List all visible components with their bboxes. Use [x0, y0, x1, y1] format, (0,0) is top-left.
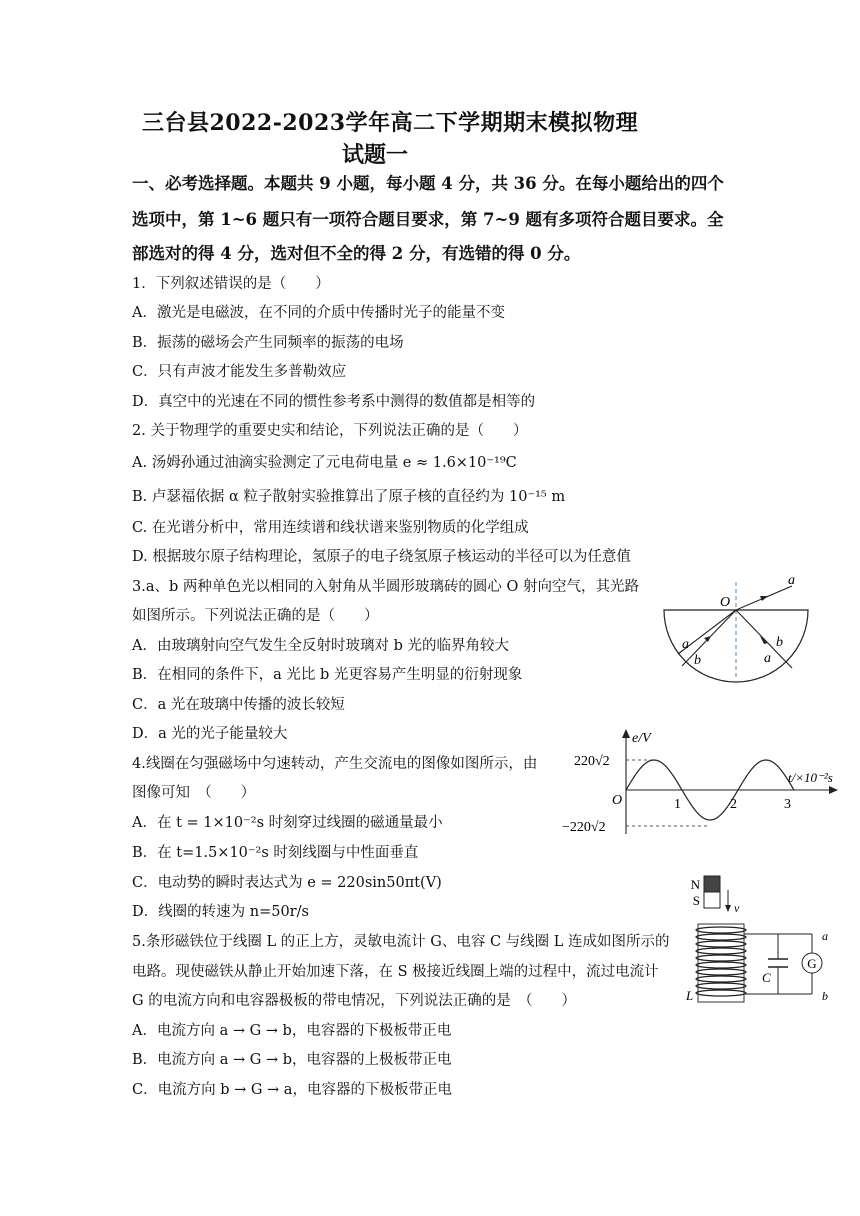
q5-stem-line3: G 的电流方向和电容器极板的带电情况，下列说法正确的是 （ ）: [132, 993, 576, 1009]
q5-stem-line1: 5.条形磁铁位于线圈 L 的正上方，灵敏电流计 G、电容 C 与线圈 L 连成如图所示的: [132, 934, 670, 950]
q4-stem-line1: 4.线圈在匀强磁场中匀速转动，产生交流电的图像如图所示，由: [132, 756, 538, 772]
q1-option-a: A．激光是电磁波，在不同的介质中传播时光子的能量不变: [132, 305, 505, 321]
coil-turn: [696, 976, 746, 982]
label-a-out: a: [788, 573, 795, 588]
coil-windings: [696, 927, 746, 996]
label-s: S: [692, 893, 700, 908]
ray-reflect-arrow: [760, 636, 768, 644]
label-b: b: [822, 989, 828, 1003]
q3-option-d: D．a 光的光子能量较大: [132, 726, 288, 742]
label-v: v: [734, 901, 740, 915]
q4-ac-graph: [560, 726, 850, 838]
q2-option-d: D. 根据玻尔原子结构理论，氢原子的电子绕氢原子核运动的半径可以为任意值: [132, 549, 631, 565]
label-a-in: a: [682, 637, 689, 652]
q4-option-c: C．电动势的瞬时表达式为 e = 220sin50πt(V): [132, 875, 442, 891]
q5-option-a: A．电流方向 a → G → b，电容器的下极板带正电: [132, 1023, 452, 1039]
q1-option-b: B．振荡的磁场会产生同频率的振荡的电场: [132, 335, 404, 351]
q2-option-c: C. 在光谱分析中，常用连续谱和线状谱来鉴别物质的化学组成: [132, 520, 529, 536]
section-instruction-line3: 部选对的得 4 分，选对但不全的得 2 分，有选错的得 0 分。: [132, 244, 581, 263]
q2-stem: 2. 关于物理学的重要史实和结论，下列说法正确的是（ ）: [132, 423, 528, 439]
y-axis-arrow: [622, 729, 630, 738]
q3-option-c: C．a 光在玻璃中传播的波长较短: [132, 697, 345, 713]
velocity-arrowhead: [725, 905, 731, 912]
q3-stem-line1: 3.a、b 两种单色光以相同的入射角从半圆形玻璃砖的圆心 O 射向空气，其光路: [132, 579, 639, 595]
coil-turn: [696, 983, 746, 989]
max-label: 220√2: [574, 754, 610, 769]
q4-option-a: A．在 t = 1×10⁻²s 时刻穿过线圈的磁通量最小: [132, 815, 443, 831]
coil-turn: [696, 955, 746, 961]
label-a: a: [822, 929, 828, 943]
label-l: L: [686, 988, 694, 1003]
coil-turn: [696, 969, 746, 975]
label-g: G: [807, 956, 817, 971]
q4-option-b: B．在 t=1.5×10⁻²s 时刻线圈与中性面垂直: [132, 845, 419, 861]
q2-option-a: A. 汤姆孙通过油滴实验测定了元电荷电量 e ≈ 1.6×10⁻¹⁹C: [132, 455, 517, 471]
q1-stem: 1．下列叙述错误的是（ ）: [132, 276, 330, 292]
coil-turn: [696, 962, 746, 968]
label-b-out: b: [776, 635, 783, 650]
coil-turn: [696, 990, 746, 996]
page-title: 三台县2022-2023学年高二下学期期末模拟物理: [142, 110, 639, 136]
q3-semicircle-figure: [656, 568, 816, 688]
q3-option-b: B．在相同的条件下，a 光比 b 光更容易产生明显的衍射现象: [132, 667, 523, 683]
q5-option-c: C．电流方向 b → G → a，电容器的下极板带正电: [132, 1082, 452, 1098]
magnet-n-pole: [704, 876, 720, 892]
q4-stem-line2: 图像可知 （ ）: [132, 785, 256, 801]
q4-option-d: D．线圈的转速为 n=50r/s: [132, 904, 309, 920]
ray-in-arrow: [704, 636, 711, 642]
q3-stem-line2: 如图所示。下列说法正确的是（ ）: [132, 608, 379, 624]
coil-turn: [696, 948, 746, 954]
x-axis-arrow: [829, 786, 838, 794]
q5-circuit-figure: [684, 872, 834, 1008]
label-o: O: [720, 595, 731, 610]
q1-option-c: C．只有声波才能发生多普勒效应: [132, 364, 347, 380]
coil-turn: [696, 941, 746, 947]
label-c: C: [762, 970, 771, 985]
tick-3: 3: [784, 797, 791, 812]
q3-option-a: A．由玻璃射向空气发生全反射时玻璃对 b 光的临界角较大: [132, 638, 509, 654]
section-instruction-line2: 选项中，第 1~6 题只有一项符合题目要求，第 7~9 题有多项符合题目要求。全: [132, 210, 724, 229]
label-a-out2: a: [764, 651, 771, 666]
min-label: −220√2: [562, 820, 606, 835]
label-b-in: b: [694, 653, 701, 668]
q5-option-b: B．电流方向 a → G → b，电容器的上极板带正电: [132, 1052, 452, 1068]
q5-stem-line2: 电路。现使磁铁从静止开始加速下落，在 S 极接近线圈上端的过程中，流过电流计: [132, 964, 659, 980]
q2-option-b: B. 卢瑟福依据 α 粒子散射实验推算出了原子核的直径约为 10⁻¹⁵ m: [132, 489, 566, 505]
coil-turn: [696, 934, 746, 940]
ray-a-arrow: [760, 596, 768, 601]
tick-1: 1: [674, 797, 681, 812]
q1-option-d: D．真空中的光速在不同的惯性参考系中测得的数值都是相等的: [132, 394, 536, 410]
tick-2: 2: [730, 797, 737, 812]
origin-label: O: [612, 793, 623, 808]
coil-turn: [696, 927, 746, 933]
page-subtitle: 试题一: [342, 142, 409, 168]
magnet-s-pole: [704, 892, 720, 908]
section-instruction-line1: 一、必考选择题。本题共 9 小题，每小题 4 分，共 36 分。在每小题给出的四个: [132, 174, 724, 193]
x-axis-label: t/×10⁻²s: [788, 770, 833, 785]
label-n: N: [690, 877, 700, 892]
y-axis-label: e/V: [632, 731, 651, 746]
